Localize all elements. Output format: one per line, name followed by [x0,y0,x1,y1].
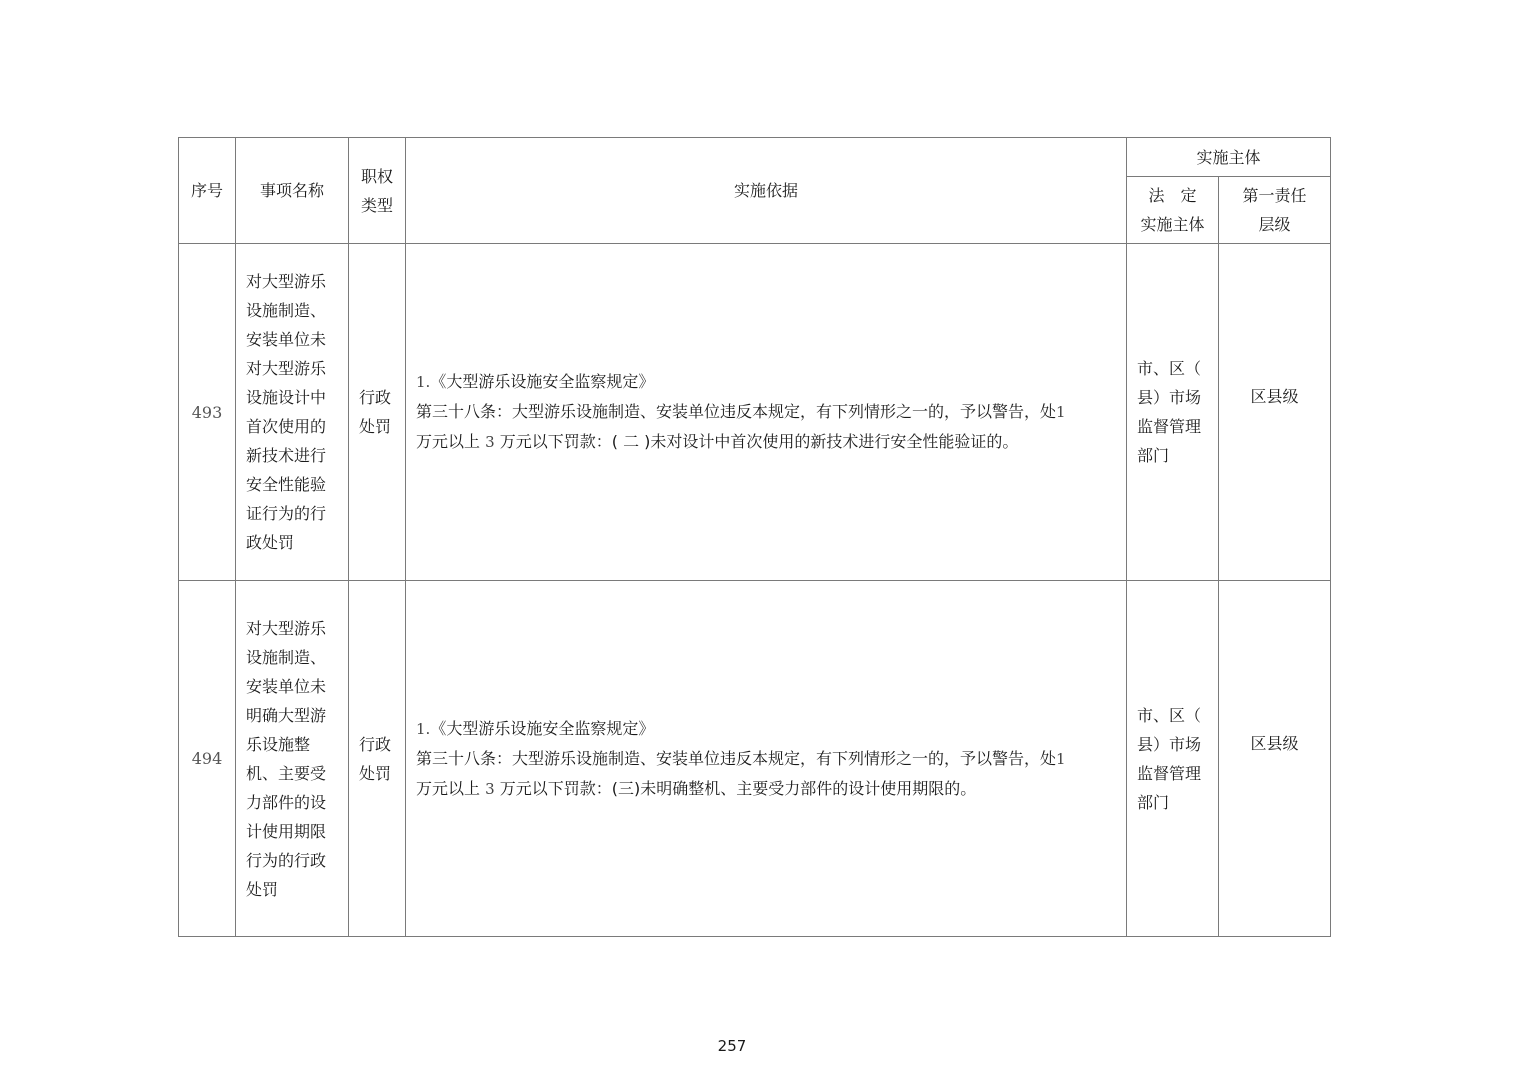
row-legal-basis [406,244,1127,581]
header-seq: 序号 [179,138,236,244]
name-line: 安装单位未 [246,676,327,696]
name-line: 设施制造、 [246,301,327,320]
name-line: 设施制造、 [246,647,327,667]
basis-title: 《大型游乐设施安全监察规定》 [430,372,655,391]
name-line: 安全性能验 [246,475,327,494]
type-line: 处罚 [359,763,392,783]
basis-penalty-line [416,774,1116,804]
name-line: 首次使用的 [246,417,327,436]
basis-amount: 1 [1056,403,1066,421]
name-line: 力部件的设 [246,792,327,812]
row-legal-basis [406,581,1127,937]
name-line: 明确大型游 [246,705,327,725]
basis-text: 万元以下罚款：(三)未明确整机、主要受力部件的设计使用期限的。 [499,778,977,798]
header-legal-line2: 实施主体 [1140,215,1205,234]
basis-article-line [416,744,1116,774]
row-item-name [236,244,349,581]
header-level-line2: 层级 [1258,215,1291,234]
basis-amount: 3 [485,779,495,798]
basis-title: 《大型游乐设施安全监察规定》 [430,718,655,738]
header-legal-subject [1127,177,1219,244]
name-line: 计使用期限 [246,821,327,841]
header-level-line1: 第一责任 [1242,186,1307,205]
basis-penalty-line [416,427,1116,457]
name-line: 新技术进行 [246,446,327,465]
header-legal-line1: 法 定 [1148,186,1197,205]
basis-text: 万元以上 [416,432,481,451]
row-power-type [349,581,406,937]
name-line: 对大型游乐 [246,359,327,378]
row-seq: 494 [179,581,236,937]
name-line: 乐设施整 [246,734,311,754]
level-value: 区县级 [1250,733,1299,753]
basis-number: 1. [416,373,431,391]
header-row-top [179,138,1331,177]
header-type [349,138,406,244]
basis-text: 万元以下罚款：( 二 )未对设计中首次使用的新技术进行安全性能验证的。 [499,432,1019,451]
name-line: 行为的行政 [246,850,327,870]
level-value: 区县级 [1250,387,1299,406]
subject-line: 部门 [1137,446,1170,465]
row-first-level [1219,581,1331,937]
name-line: 证行为的行 [246,504,327,523]
basis-text: 第三十八条：大型游乐设施制造、安装单位违反本规定，有下列情形之一的，予以警告，处 [416,748,1057,768]
subject-line: 县）市场 [1137,388,1202,407]
table-row [179,581,1331,937]
subject-line: 县）市场 [1137,734,1202,754]
subject-line: 监督管理 [1137,763,1202,783]
name-line: 处罚 [246,879,279,899]
header-name: 事项名称 [236,138,349,244]
basis-amount: 1 [1056,749,1066,768]
basis-text: 第三十八条：大型游乐设施制造、安装单位违反本规定，有下列情形之一的，予以警告，处 [416,402,1057,421]
row-power-type [349,244,406,581]
name-line: 机、主要受 [246,763,327,783]
page-number: 257 [717,1037,747,1055]
administrative-penalty-table [178,137,1331,937]
basis-article-line [416,397,1116,427]
name-line: 对大型游乐 [246,272,327,291]
basis-title-line [416,367,1116,397]
type-line: 行政 [359,734,392,754]
row-item-name [236,581,349,937]
header-type-line2: 类型 [360,195,393,215]
subject-line: 市、区（ [1137,705,1202,725]
row-first-level [1219,244,1331,581]
table-row [179,244,1331,581]
header-first-level [1219,177,1331,244]
basis-amount: 3 [485,433,495,451]
name-line: 设施设计中 [246,388,327,407]
header-basis: 实施依据 [406,138,1127,244]
name-line: 安装单位未 [246,330,327,349]
subject-line: 部门 [1137,792,1170,812]
subject-line: 监督管理 [1137,417,1202,436]
name-line: 政处罚 [246,533,295,552]
type-line: 行政 [359,388,392,407]
type-line: 处罚 [359,417,392,436]
row-legal-subject [1127,244,1219,581]
basis-title-line [416,714,1116,744]
basis-number: 1. [416,719,431,738]
subject-line: 市、区（ [1137,359,1202,378]
name-line: 对大型游乐 [246,618,327,638]
row-seq: 493 [179,244,236,581]
row-legal-subject [1127,581,1219,937]
header-subject: 实施主体 [1127,138,1331,177]
basis-text: 万元以上 [416,778,481,798]
header-type-line1: 职权 [360,166,393,186]
